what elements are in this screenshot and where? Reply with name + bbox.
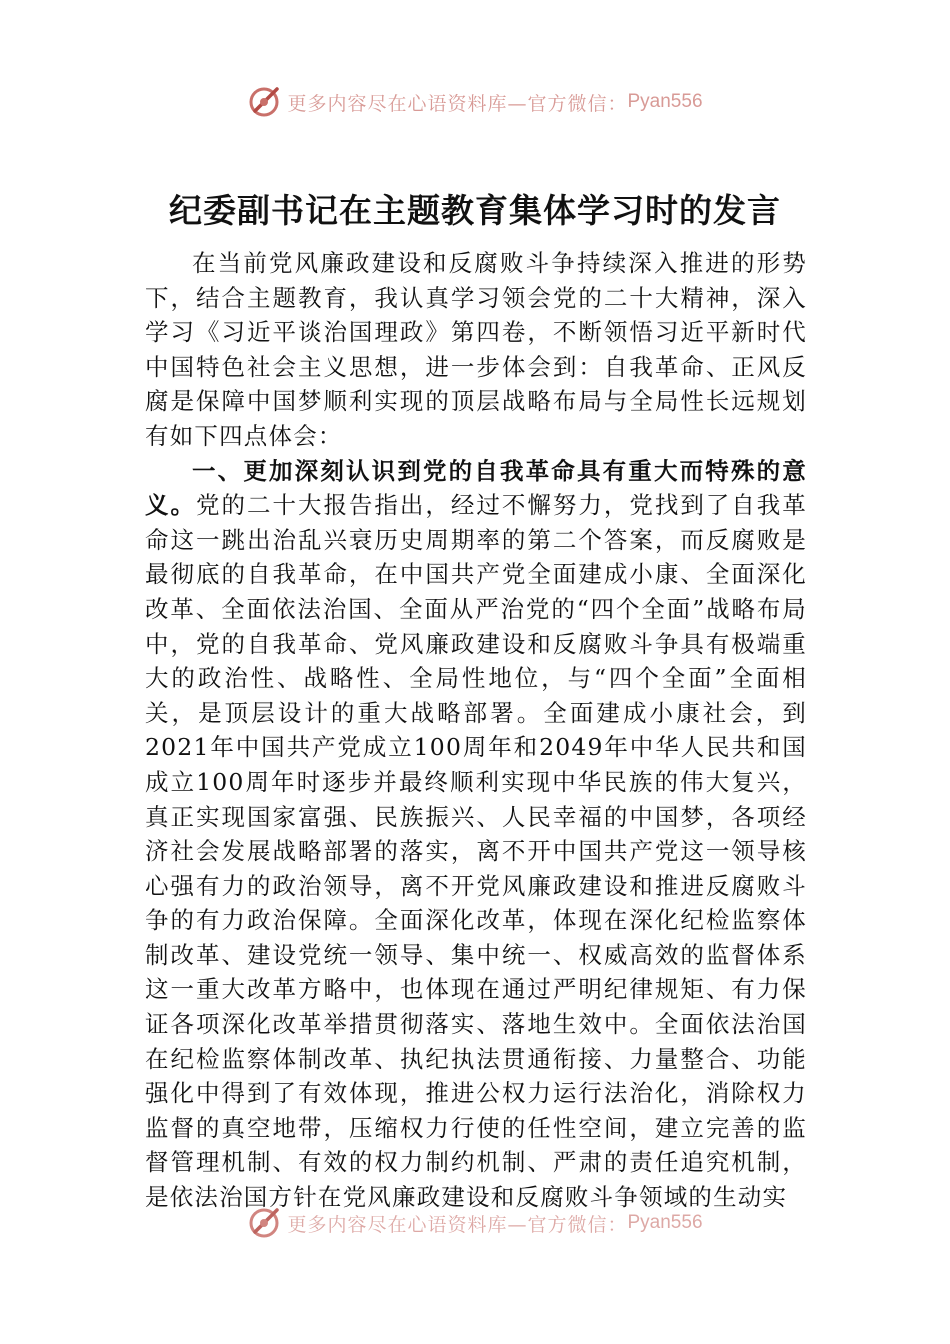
section-1-paragraph: [145, 454, 807, 1215]
watermark-account: Pyan556: [627, 1212, 703, 1233]
brush-logo-icon: [247, 85, 281, 119]
intro-paragraph: 在当前党风廉政建设和反腐败斗争持续深入推进的形势下，结合主题教育，我认真学习领会党的二十大精神，深入学习《习近平谈治国理政》第四卷，不断领悟习近平新时代中国特色社会主义思想，进一步体会到：自我革命、正风反腐是保障中国梦顺利实现的顶层战略布局与全局性长远规划有如下四点体会：: [145, 249, 807, 450]
watermark-banner-top: [0, 82, 950, 122]
section-1-heading: 一、更加深刻认识到党的自我革命具有重大而特殊的意义。: [145, 456, 807, 520]
watermark-text: 更多内容尽在心语资料库—官方微信：: [287, 1213, 628, 1236]
watermark-text: 更多内容尽在心语资料库—官方微信：: [287, 92, 628, 115]
section-1-body: 党的二十大报告指出，经过不懈努力，党找到了自我革命这一跳出治乱兴衰历史周期率的第二个答案，而反腐败是最彻底的自我革命，在中国共产党全面建成小康、全面深化改革、全面依法治国、全面从严治党的“四个全面”战略布局中，党的自我革命、党风廉政建设和反腐败斗争具有极端重大的政治性、战略性、全局性地位，与“四个全面”全面相关，是顶层设计的重大战略部署。全面建成小康社会，到2021年中国共产党成立100周年和2049年中华人民共和国成立100周年时逐步并最终顺利实现中华民族的伟大复兴，真正实现国家富强、民族振兴、人民幸福的中国梦，各项经济社会发展战略部署的落实，离不开中国共产党这一领导核心强有力的政治领导，离不开党风廉政建设和推进反腐败斗争的有力政治保障。全面深化改革，体现在深化纪检监察体制改革、建设党统一领导、集中统一、权威高效的监督体系这一重大改革方略中，也体现在通过严明纪律规矩、有力保证各项深化改革举措贯彻落实、落地生效中。全面依法治国在纪检监察体制改革、执纪执法贯通衔接、力量整合、功能强化中得到了有效体现，推进公权力运行法治化，消除权力监督的真空地带，压缩权力行使的任性空间，建立完善的监督管理机制、有效的权力制约机制、严肃的责任追究机制，是依法治国方针在党风廉政建设和反腐败斗争领域的生动实: [145, 491, 807, 1212]
watermark-banner-bottom: [0, 1203, 950, 1243]
watermark-account: Pyan556: [627, 91, 703, 112]
document-title: 纪委副书记在主题教育集体学习时的发言: [169, 191, 781, 230]
brush-logo-icon: [247, 1206, 281, 1240]
document-body: [145, 246, 807, 1215]
